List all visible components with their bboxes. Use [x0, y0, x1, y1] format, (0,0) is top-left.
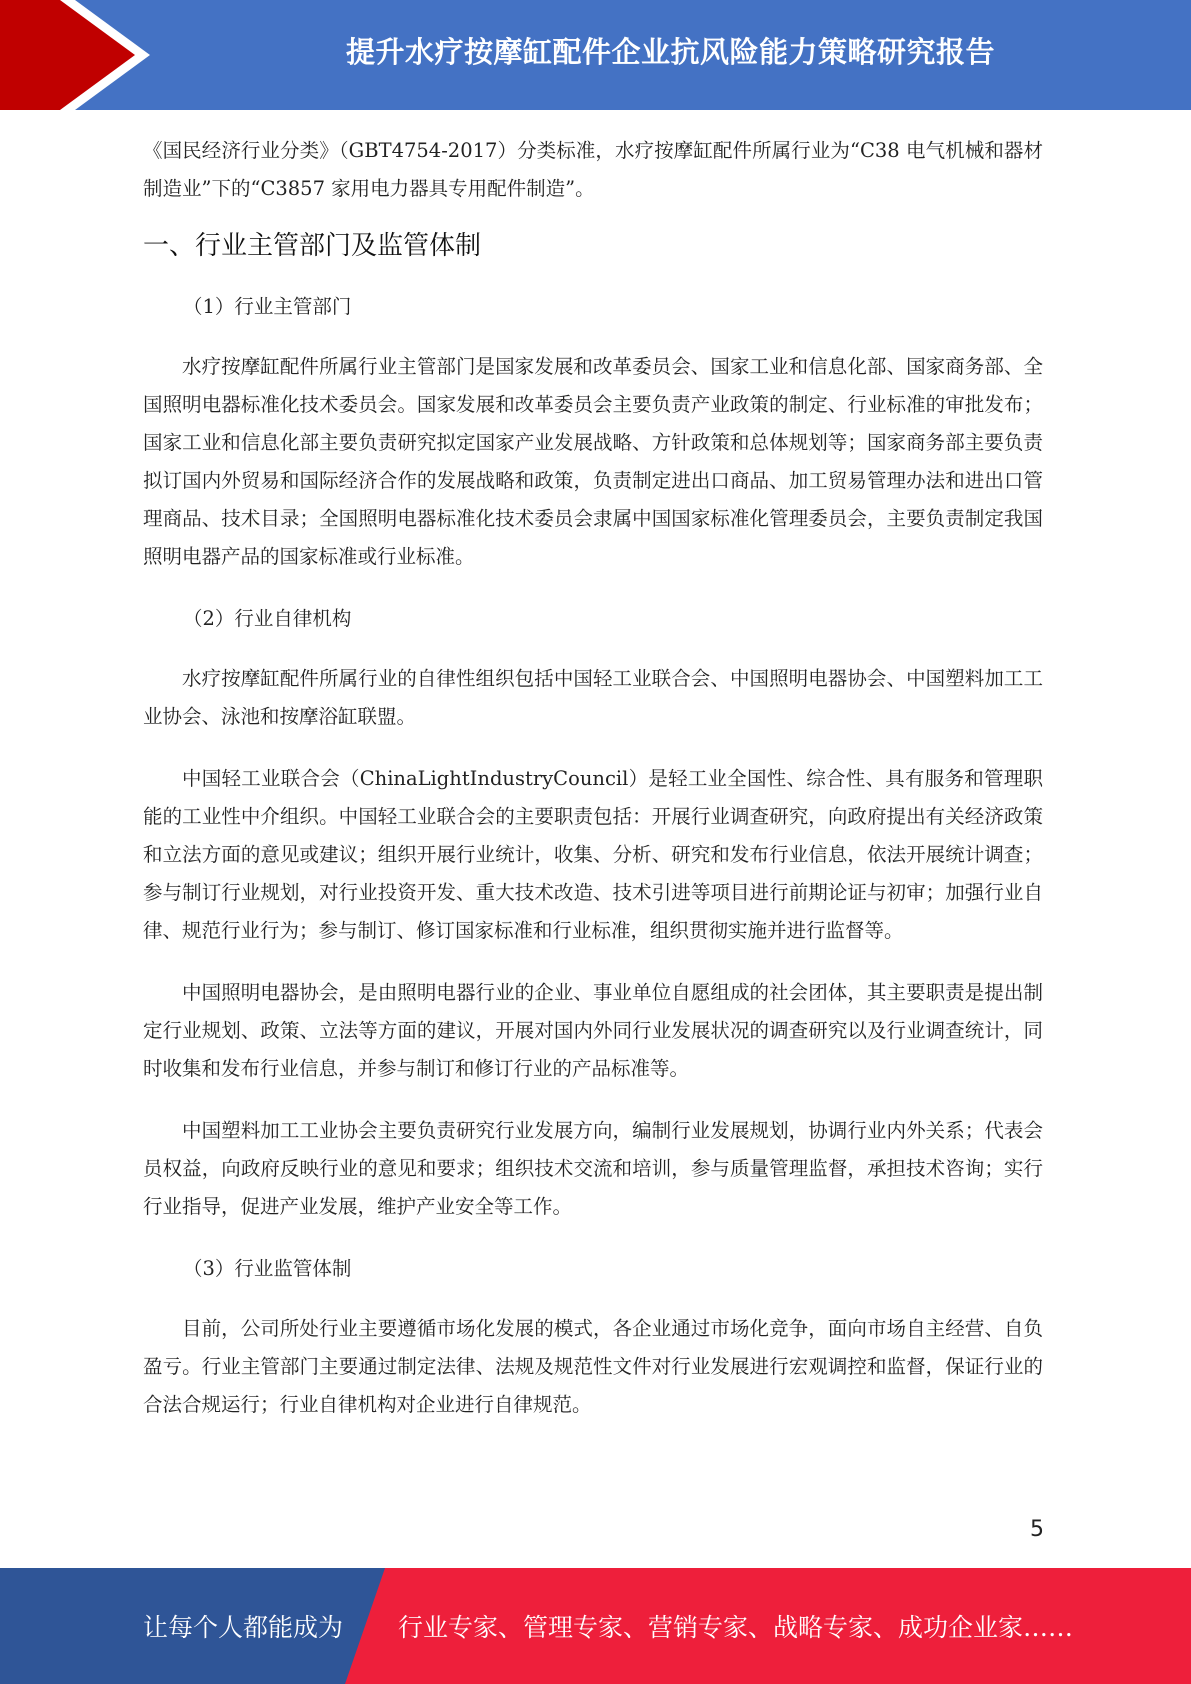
subsection-title: （1）行业主管部门	[183, 295, 352, 318]
intro-paragraph: 《国民经济行业分类》（GBT4754-2017）分类标准，水疗按摩缸配件所属行业为“C38 电气机械和器材制造业”下的“C3857 家用电力器具专用配件制造”。	[143, 139, 1043, 200]
header-banner	[0, 0, 1191, 110]
footer-slogan-right: 行业专家、管理专家、营销专家、战略专家、成功企业家……	[398, 1613, 1074, 1642]
footer-banner	[0, 1568, 1191, 1684]
subsection-title: （3）行业监管体制	[183, 1257, 352, 1280]
body-paragraph: 目前，公司所处行业主要遵循市场化发展的模式，各企业通过市场化竞争，面向市场自主经营、自负盈亏。行业主管部门主要通过制定法律、法规及规范性文件对行业发展进行宏观调控和监督，保证行业的合法合规运行；行业自律机构对企业进行自律规范。	[143, 1317, 1043, 1416]
subsection-title: （2）行业自律机构	[183, 607, 352, 630]
header-arrow-graphic	[0, 0, 160, 110]
report-title: 提升水疗按摩缸配件企业抗风险能力策略研究报告	[345, 34, 995, 69]
body-paragraph: 中国轻工业联合会（ChinaLightIndustryCouncil）是轻工业全国性、综合性、具有服务和管理职能的工业性中介组织。中国轻工业联合会的主要职责包括：开展行业调查研究，向政府提出有关经济政策和立法方面的意见或建议；组织开展行业统计，收集、分析、研究和发布行业信息，依法开展统计调查；参与制订行业规划，对行业投资开发、重大技术改造、技术引进等项目进行前期论证与初审；加强行业自律、规范行业行为；参与制订、修订国家标准和行业标准，组织贯彻实施并进行监督等。	[143, 767, 1043, 942]
section-heading: 一、行业主管部门及监管体制	[143, 231, 482, 261]
page-number: 5	[1030, 1517, 1044, 1542]
body-paragraph: 中国照明电器协会，是由照明电器行业的企业、事业单位自愿组成的社会团体，其主要职责是提出制定行业规划、政策、立法等方面的建议，开展对国内外同行业发展状况的调查研究以及行业调查统计，同时收集和发布行业信息，并参与制订和修订行业的产品标准等。	[143, 981, 1043, 1080]
footer-slogan-left: 让每个人都能成为	[143, 1613, 344, 1642]
body-paragraph: 水疗按摩缸配件所属行业主管部门是国家发展和改革委员会、国家工业和信息化部、国家商务部、全国照明电器标准化技术委员会。国家发展和改革委员会主要负责产业政策的制定、行业标准的审批发布；国家工业和信息化部主要负责研究拟定国家产业发展战略、方针政策和总体规划等；国家商务部主要负责拟订国内外贸易和国际经济合作的发展战略和政策，负责制定进出口商品、加工贸易管理办法和进出口管理商品、技术目录；全国照明电器标准化技术委员会隶属中国国家标准化管理委员会，主要负责制定我国照明电器产品的国家标准或行业标准。	[143, 355, 1043, 568]
document-body	[143, 132, 1043, 1448]
body-paragraph: 中国塑料加工工业协会主要负责研究行业发展方向，编制行业发展规划，协调行业内外关系；代表会员权益，向政府反映行业的意见和要求；组织技术交流和培训，参与质量管理监督，承担技术咨询；实行行业指导，促进产业发展，维护产业安全等工作。	[143, 1119, 1043, 1218]
body-paragraph: 水疗按摩缸配件所属行业的自律性组织包括中国轻工业联合会、中国照明电器协会、中国塑料加工工业协会、泳池和按摩浴缸联盟。	[143, 667, 1043, 728]
